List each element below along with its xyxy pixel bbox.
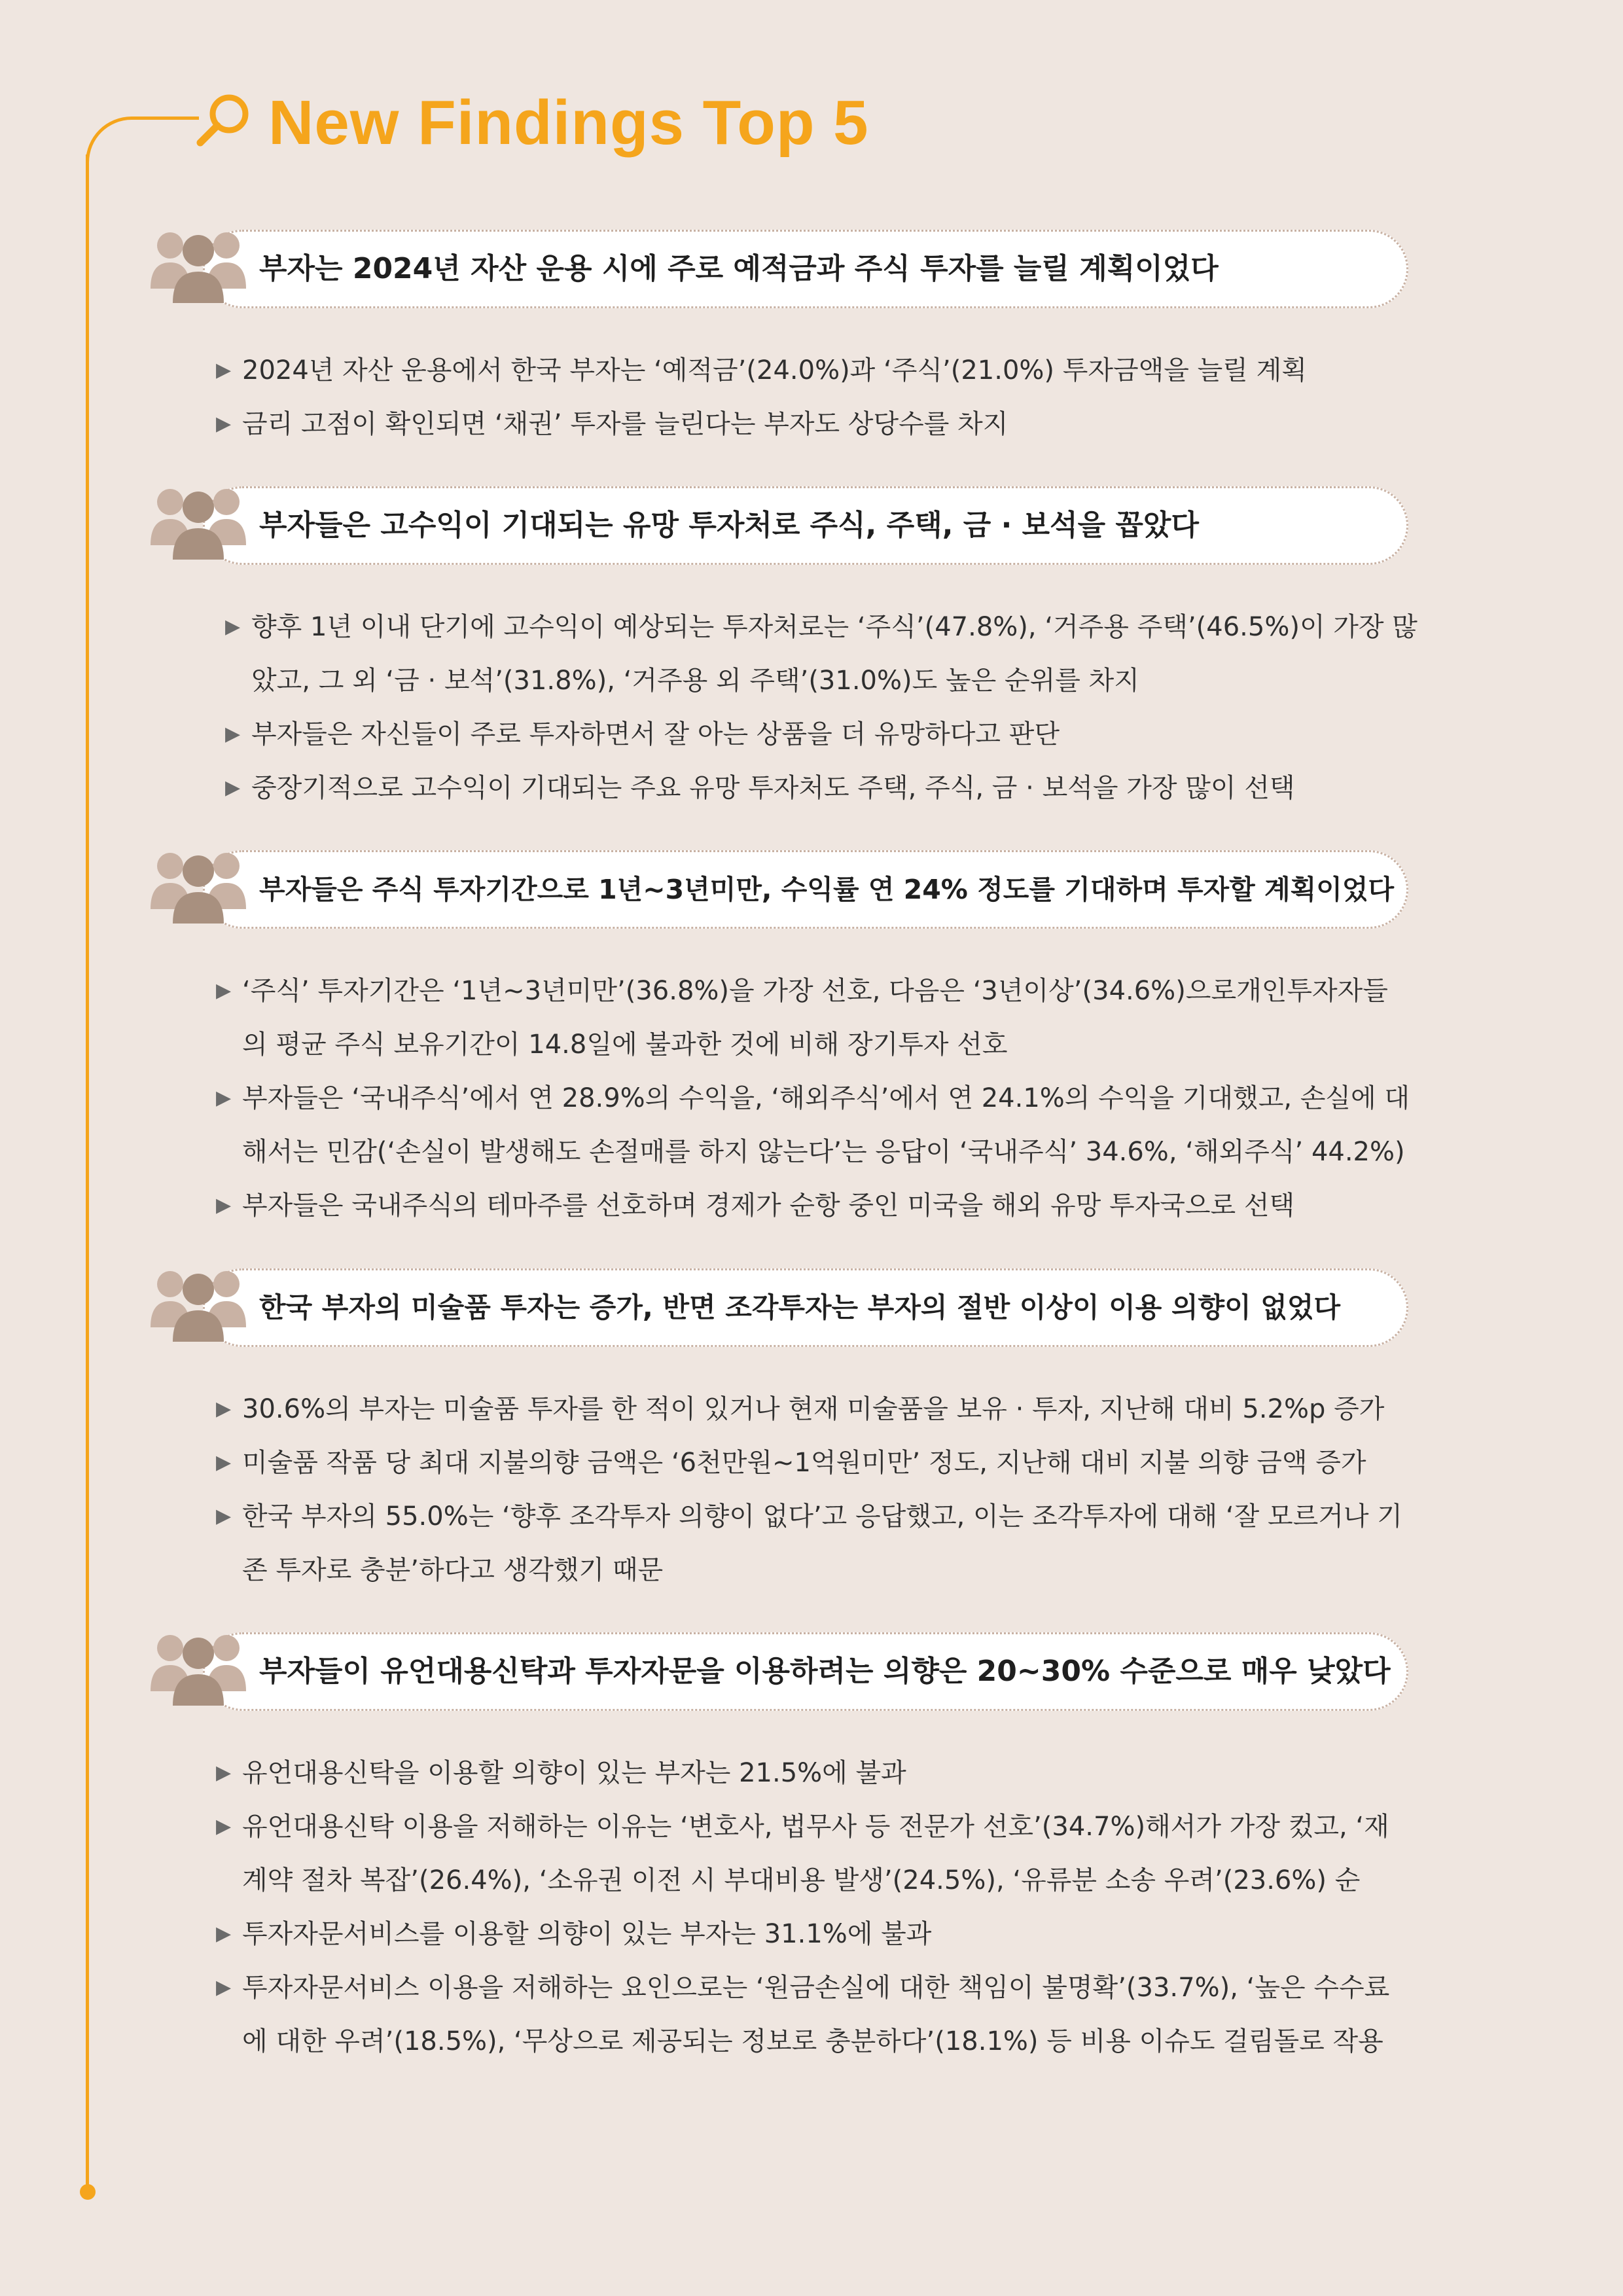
page-title: New Findings Top 5 [268,88,869,158]
bullet-list [213,1746,1411,2068]
triangle-right-icon: ▶ [216,1451,232,1474]
triangle-right-icon: ▶ [216,1976,232,1999]
list-item [213,1907,1411,1961]
people-group-icon [148,226,249,304]
finding-headline: 부자들은 주식 투자기간으로 1년~3년미만, 수익률 연 24% 정도를 기대하며 투자할 계획이었다 [259,874,1395,905]
list-item [213,1179,1411,1232]
bullet-text: 유언대용신탁 이용을 저해하는 이유는 ‘변호사, 법무사 등 전문가 선호’(34.7%)해서가 가장 컸고, ‘재계약 절차 복잡’(26.4%), ‘소유권 이전 시 부대비용 발생’(24.5%), ‘유류분 소송 우려’(23.6%) 순 [242,1812,1389,1895]
bullet-text: 금리 고점이 확인되면 ‘채권’ 투자를 늘린다는 부자도 상당수를 차지 [242,409,1008,439]
triangle-right-icon: ▶ [216,1761,232,1784]
list-item [213,1071,1411,1179]
bullet-text: 한국 부자의 55.0%는 ‘향후 조각투자 의향이 없다’고 응답했고, 이는 조각투자에 대해 ‘잘 모르거나 기존 투자로 충분’하다고 생각했기 때문 [242,1501,1402,1585]
bullet-text: 부자들은 국내주식의 테마주를 선호하며 경제가 순항 중인 미국을 해외 유망 투자국으로 선택 [242,1191,1295,1221]
timeline-line [86,154,89,2195]
list-item [213,1382,1411,1436]
list-item [213,1961,1411,2068]
bullet-list [213,964,1411,1232]
triangle-right-icon: ▶ [216,412,232,435]
triangle-right-icon: ▶ [216,1505,232,1528]
triangle-right-icon: ▶ [216,1922,232,1945]
bullet-text: 부자들은 ‘국내주식’에서 연 28.9%의 수익을, ‘해외주식’에서 연 24.1%의 수익을 기대했고, 손실에 대해서는 민감(‘손실이 발생해도 손절매를 하지 않는다’는 응답이 ‘국내주식’ 34.6%, ‘해외주식’ 44.2%) [242,1083,1410,1167]
bullet-text: 투자자문서비스를 이용할 의향이 있는 부자는 31.1%에 불과 [242,1919,932,1949]
list-item [213,1746,1411,1800]
list-item [223,708,1420,761]
people-group-icon [148,846,249,925]
list-item [213,1490,1411,1597]
bullet-list [223,600,1420,815]
list-item [213,397,1411,451]
finding-headline: 한국 부자의 미술품 투자는 증가, 반면 조각투자는 부자의 절반 이상이 이용 의향이 없었다 [259,1291,1341,1323]
timeline-curve [86,117,149,179]
bullet-text: 미술품 작품 당 최대 지불의향 금액은 ‘6천만원~1억원미만’ 정도, 지난해 대비 지불 의향 금액 증가 [242,1448,1366,1478]
timeline-tick [147,117,199,120]
list-item [223,761,1420,815]
list-item [213,964,1411,1071]
list-item [213,344,1411,397]
finding-headline: 부자들은 고수익이 기대되는 유망 투자처로 주식, 주택, 금 · 보석을 꼽았다 [259,509,1199,542]
triangle-right-icon: ▶ [216,359,232,382]
triangle-right-icon: ▶ [225,723,241,745]
bullet-text: 30.6%의 부자는 미술품 투자를 한 적이 있거나 현재 미술품을 보유 · 투자, 지난해 대비 5.2%p 증가 [242,1394,1385,1424]
triangle-right-icon: ▶ [225,776,241,799]
triangle-right-icon: ▶ [216,979,232,1002]
bullet-list [213,344,1411,451]
triangle-right-icon: ▶ [216,1815,232,1838]
bullet-text: 유언대용신탁을 이용할 의향이 있는 부자는 21.5%에 불과 [242,1758,906,1788]
magnifier-icon [194,92,253,151]
bullet-text: 투자자문서비스 이용을 저해하는 요인으로는 ‘원금손실에 대한 책임이 불명확’(33.7%), ‘높은 수수료에 대한 우려’(18.5%), ‘무상으로 제공되는 정보로 충분하다’(18.1%) 등 비용 이슈도 걸림돌로 작용 [242,1973,1390,2056]
list-item [213,1436,1411,1490]
finding-headline: 부자들이 유언대용신탁과 투자자문을 이용하려는 의향은 20~30% 수준으로 매우 낮았다 [259,1655,1391,1688]
triangle-right-icon: ▶ [216,1194,232,1217]
triangle-right-icon: ▶ [216,1397,232,1420]
bullet-text: 2024년 자산 운용에서 한국 부자는 ‘예적금’(24.0%)과 ‘주식’(21.0%) 투자금액을 늘릴 계획 [242,355,1307,386]
bullet-text: ‘주식’ 투자기간은 ‘1년~3년미만’(36.8%)을 가장 선호, 다음은 ‘3년이상’(34.6%)으로개인투자자들의 평균 주식 보유기간이 14.8일에 불과한 것에 비해 장기투자 선호 [242,976,1388,1060]
people-group-icon [148,1628,249,1707]
people-group-icon [148,482,249,561]
people-group-icon [148,1265,249,1343]
triangle-right-icon: ▶ [216,1086,232,1109]
list-item [213,1800,1411,1907]
finding-headline: 부자는 2024년 자산 운용 시에 주로 예적금과 주식 투자를 늘릴 계획이었다 [259,252,1219,285]
bullet-list [213,1382,1411,1597]
bullet-text: 부자들은 자신들이 주로 투자하면서 잘 아는 상품을 더 유망하다고 판단 [251,719,1060,749]
bullet-text: 향후 1년 이내 단기에 고수익이 예상되는 투자처로는 ‘주식’(47.8%), ‘거주용 주택’(46.5%)이 가장 많았고, 그 외 ‘금 · 보석’(31.8%), ‘거주용 외 주택’(31.0%)도 높은 순위를 차지 [251,612,1418,696]
list-item [223,600,1420,708]
triangle-right-icon: ▶ [225,615,241,638]
timeline-end-dot [80,2184,96,2200]
bullet-text: 중장기적으로 고수익이 기대되는 주요 유망 투자처도 주택, 주식, 금 · 보석을 가장 많이 선택 [251,773,1295,803]
